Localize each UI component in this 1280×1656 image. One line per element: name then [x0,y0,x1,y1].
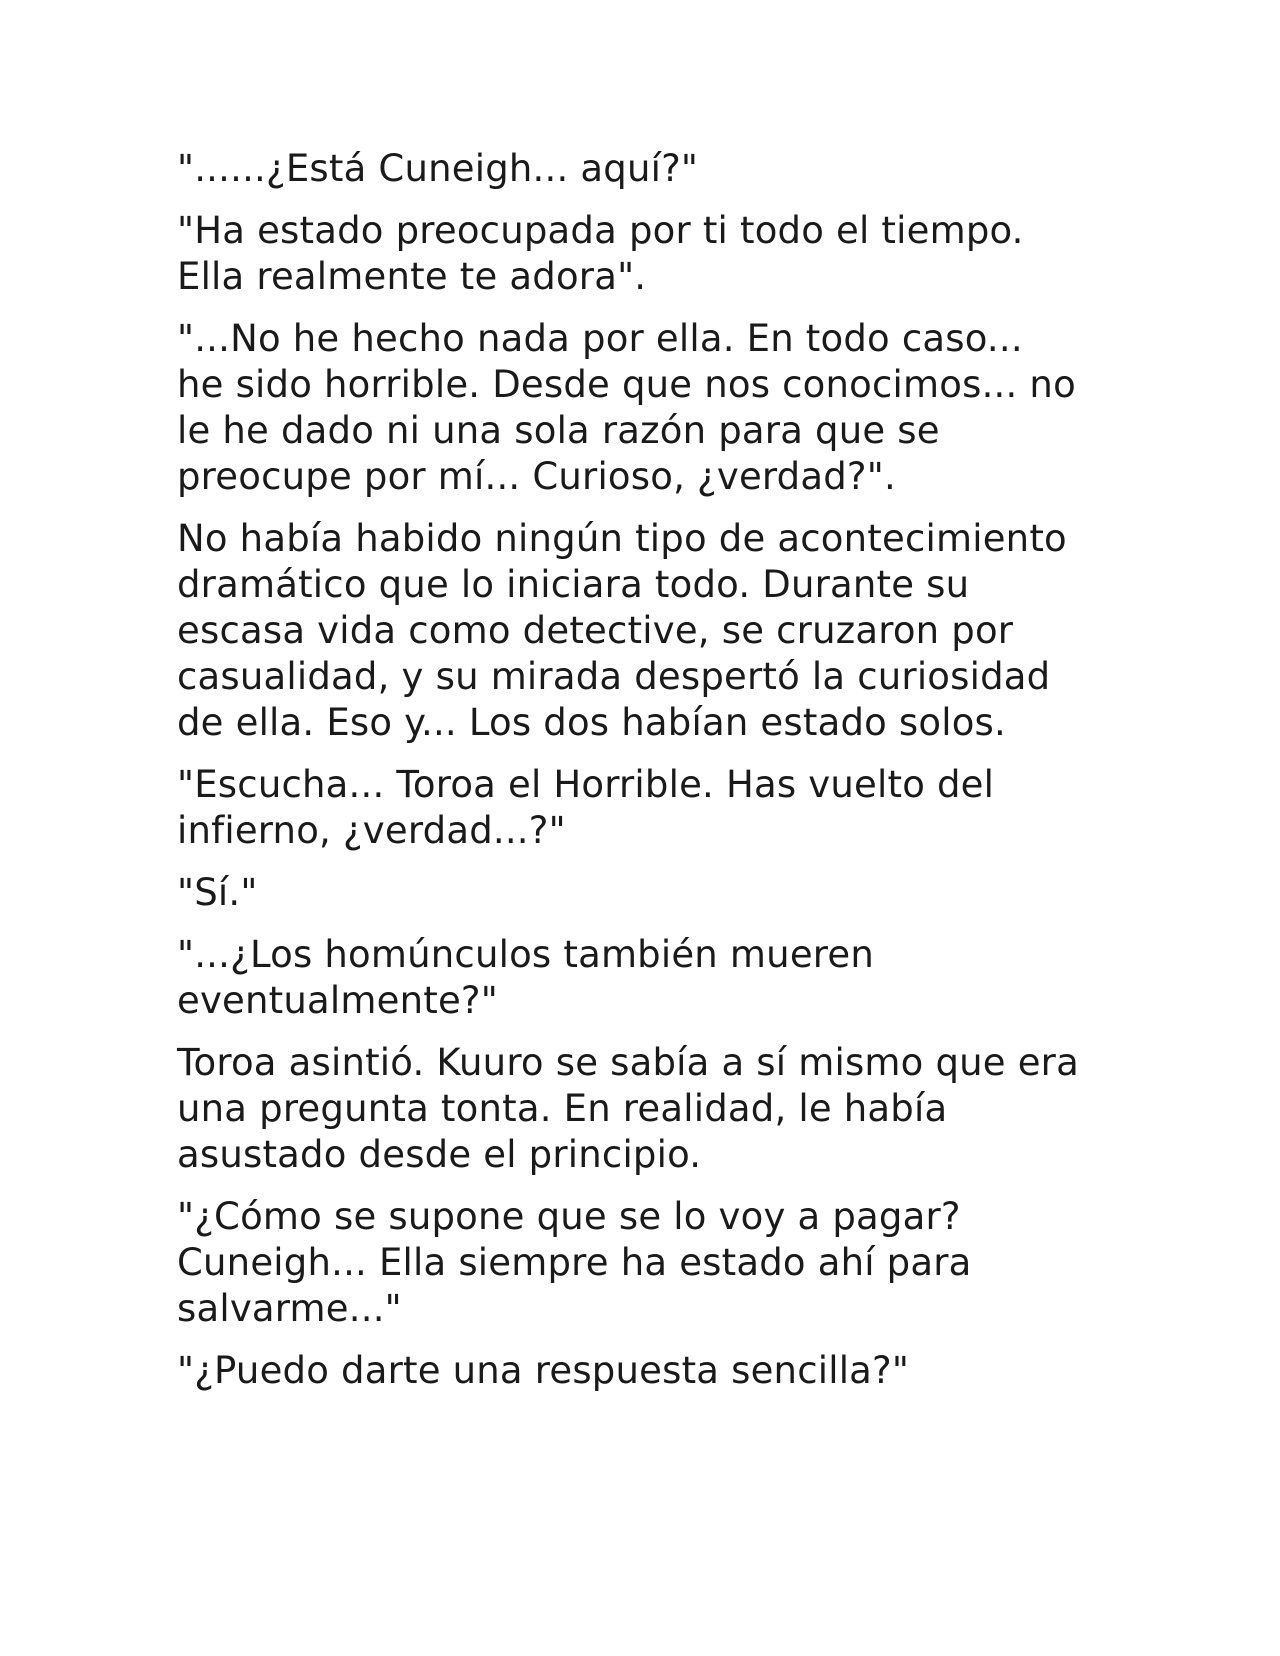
text-body [177,146,1117,1410]
paragraph-9: "¿Cómo se supone que se lo voy a pagar? Cuneigh... Ella siempre ha estado ahí para salvarme..." [177,1195,972,1330]
paragraph-3: "...No he hecho nada por ella. En todo caso... he sido horrible. Desde que nos conocimos... no le he dado ni una sola razón para que se preocupe por mí... Curioso, ¿verdad?". [177,317,1076,498]
paragraph-7: "...¿Los homúnculos también mueren eventualmente?" [177,933,874,1022]
paragraph-6: "Sí." [177,871,258,914]
paragraph-4: No había habido ningún tipo de acontecimiento dramático que lo iniciara todo. Durante su escasa vida como detective, se cruzaron por casualidad, y su mirada despertó la curiosidad de ella. Eso y... Los dos habían estado solos. [177,517,1067,744]
paragraph-10: "¿Puedo darte una respuesta sencilla?" [177,1349,910,1392]
paragraph-1: "......¿Está Cuneigh... aquí?" [177,147,699,190]
paragraph-8: Toroa asintió. Kuuro se sabía a sí mismo que era una pregunta tonta. En realidad, le había asustado desde el principio. [177,1041,1079,1176]
paragraph-5: "Escucha... Toroa el Horrible. Has vuelto del infierno, ¿verdad...?" [177,763,995,852]
paragraph-2: "Ha estado preocupada por ti todo el tiempo. Ella realmente te adora". [177,209,1024,298]
